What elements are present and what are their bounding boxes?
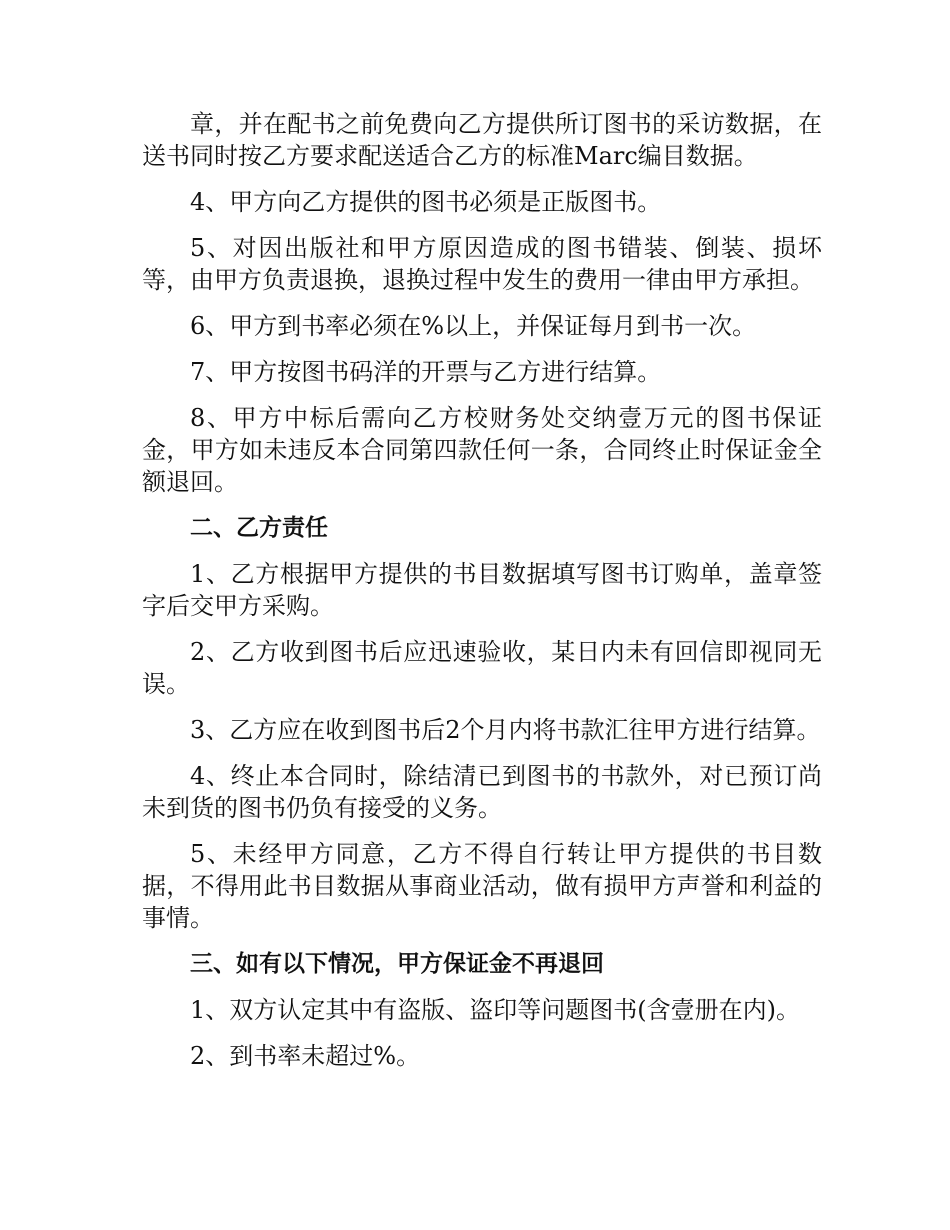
- contract-clause: 4、终止本合同时，除结清已到图书的书款外，对已预订尚未到货的图书仍负有接受的义务。: [142, 762, 822, 822]
- contract-clause: 6、甲方到书率必须在%以上，并保证每月到书一次。: [190, 312, 757, 340]
- section-heading: 二、乙方责任: [190, 515, 328, 541]
- section-heading: 三、如有以下情况，甲方保证金不再退回: [190, 951, 604, 977]
- contract-clause: 8、甲方中标后需向乙方校财务处交纳壹万元的图书保证金，甲方如未违反本合同第四款任何一条，合同终止时保证金全额退回。: [142, 404, 822, 496]
- contract-clause: 5、对因出版社和甲方原因造成的图书错装、倒装、损坏等，由甲方负责退换，退换过程中发生的费用一律由甲方承担。: [142, 234, 822, 294]
- contract-clause: 2、到书率未超过%。: [190, 1042, 421, 1070]
- contract-clause: 1、乙方根据甲方提供的书目数据填写图书订购单，盖章签字后交甲方采购。: [142, 560, 822, 620]
- contract-clause: 7、甲方按图书码洋的开票与乙方进行结算。: [190, 358, 662, 386]
- contract-clause: 3、乙方应在收到图书后2个月内将书款汇往甲方进行结算。: [190, 716, 821, 744]
- contract-clause: 1、双方认定其中有盗版、盗印等问题图书(含壹册在内)。: [190, 996, 800, 1024]
- document-page: [142, 108, 822, 1086]
- contract-paragraph: 章，并在配书之前免费向乙方提供所订图书的采访数据，在送书同时按乙方要求配送适合乙方的标准Marc编目数据。: [142, 110, 822, 170]
- contract-clause: 2、乙方收到图书后应迅速验收，某日内未有回信即视同无误。: [142, 638, 822, 698]
- contract-clause: 4、甲方向乙方提供的图书必须是正版图书。: [190, 188, 662, 216]
- contract-clause: 5、未经甲方同意，乙方不得自行转让甲方提供的书目数据，不得用此书目数据从事商业活动，做有损甲方声誉和利益的事情。: [142, 840, 822, 932]
